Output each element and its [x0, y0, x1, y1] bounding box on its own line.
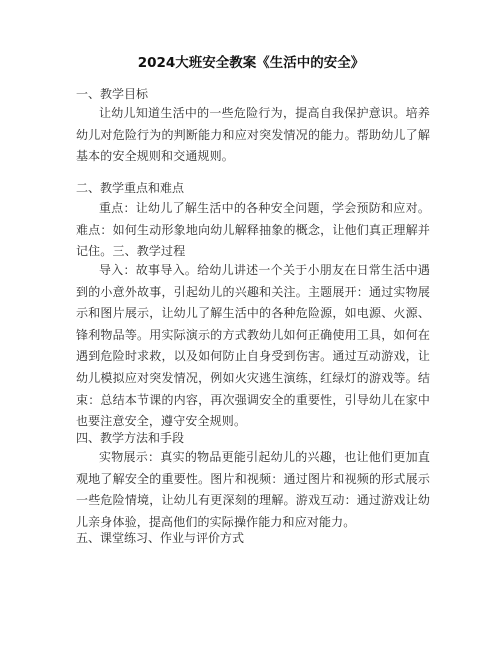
objectives-paragraph: 让幼儿知道生活中的一些危险行为，提高自我保护意识。培养幼儿对危险行为的判断能力和应对突发情况的能力。帮助幼儿了解基本的安全规则和交通规则。: [76, 106, 430, 164]
practice-heading: 五、课堂练习、作业与评价方式: [76, 531, 245, 545]
objectives-heading: 一、教学目标: [76, 87, 149, 101]
process-paragraph: 导入：故事导入。给幼儿讲述一个关于小朋友在日常生活中遇到的小意外故事，引起幼儿的兴趣和关注。主题展开：通过实物展示和图片展示，让幼儿了解生活中的各种危险源，如电源、火源、锋利物品等。用实际演示的方式教幼儿如何正确使用工具，如何在遇到危险时求救，以及如何防止自身受到伤害。通过互动游戏，让幼儿模拟应对突发情况，例如火灾逃生演练，红绿灯的游戏等。结束：总结本节课的内容，再次强调安全的重要性，引导幼儿在家中也要注意安全，遵守安全规则。: [76, 263, 430, 429]
document-title: 2024大班安全教案《生活中的安全》: [137, 55, 365, 71]
methods-heading: 四、教学方法和手段: [76, 431, 185, 445]
focus-heading: 二、教学重点和难点: [76, 181, 185, 195]
methods-paragraph: 实物展示：真实的物品更能引起幼儿的兴趣，也让他们更加直观地了解安全的重要性。图片和视频：通过图片和视频的形式展示一些危险情境，让幼儿有更深刻的理解。游戏互动：通过游戏让幼儿亲身体验，提高他们的实际操作能力和应对能力。: [76, 450, 430, 529]
focus-paragraph: 重点：让幼儿了解生活中的各种安全问题，学会预防和应对。难点：如何生动形象地向幼儿解释抽象的概念，让他们真正理解并记住。三、教学过程: [76, 201, 430, 259]
